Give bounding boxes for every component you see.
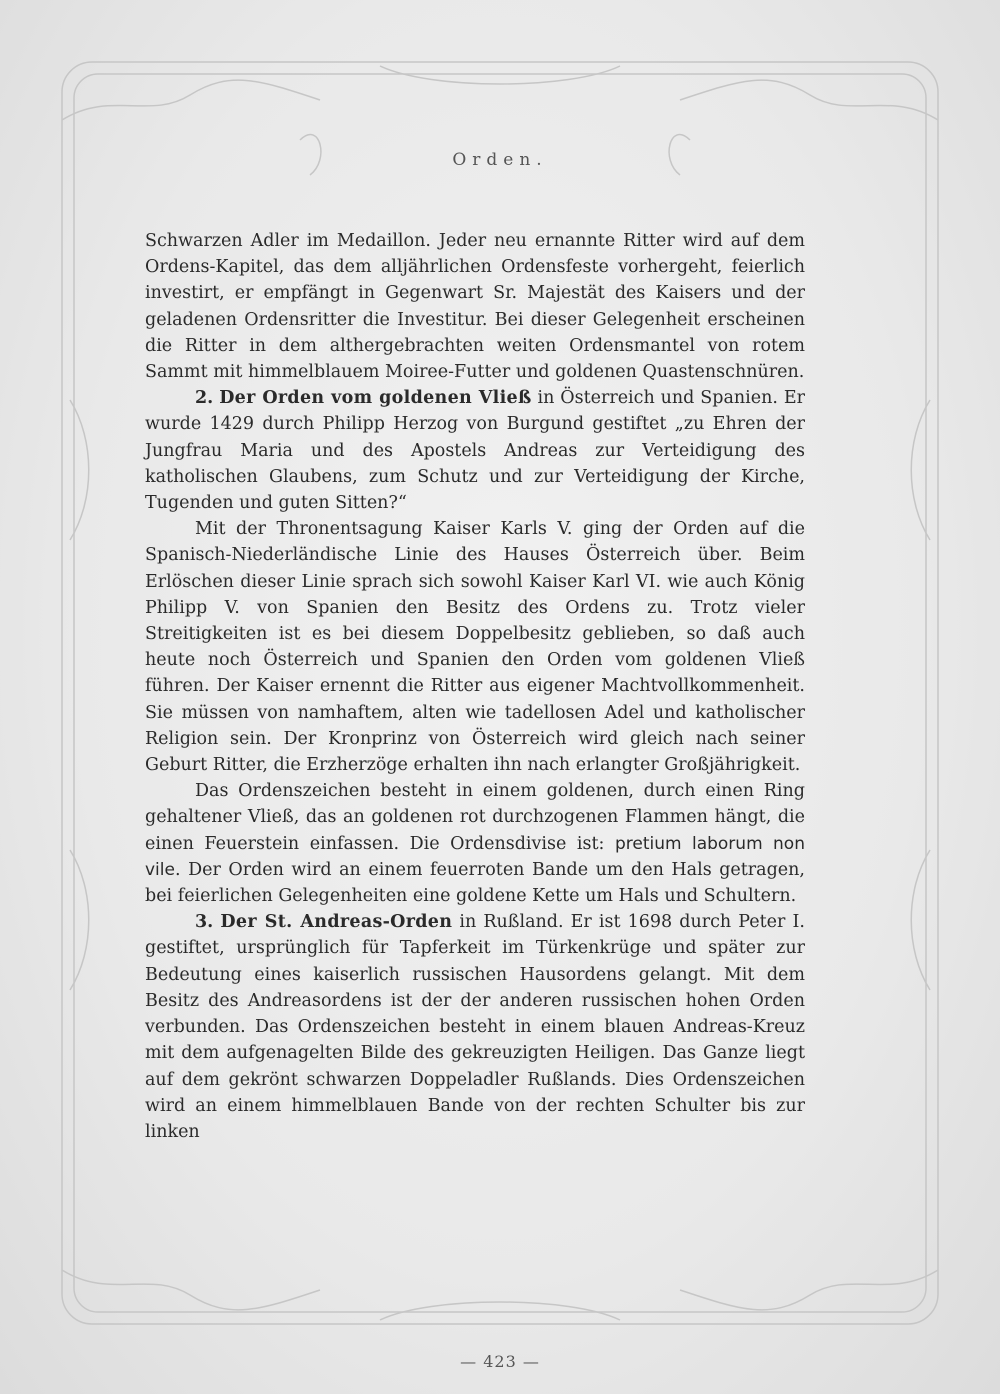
ordenszeichen-text-1: Das Ordenszeichen besteht in einem goldenen, durch einen Ring gehaltener Vließ, das an goldenen rot durchzogenen Flammen hängt, die einen Feuerstein einfassen. Die Ordensdivise ist: — [145, 781, 805, 854]
section-2-text: in Österreich und Spanien. Er wurde 1429 durch Philipp Herzog von Burgund gestiftet „zu Ehren der Jungfrau Maria und des Apostels Andreas zur Verteidigung des katholischen Glaubens, zum Schutz und zur Verteidigung der Kirche, Tugenden und guten Sitten?“ — [145, 388, 805, 514]
section-2-number: 2. — [195, 388, 214, 409]
paragraph-ordenszeichen — [145, 778, 805, 909]
ordenszeichen-text-2: . Der Orden wird an einem feuerroten Bande um den Hals getragen, bei feierlichen Gelegenheiten eine goldene Kette um Hals und Schultern. — [145, 859, 805, 907]
section-3-number: 3. — [195, 912, 214, 933]
paragraph-thronentsagung: Mit der Thronentsagung Kaiser Karls V. ging der Orden auf die Spanisch-Niederländische Linie des Hauses Österreich über. Beim Erlöschen dieser Linie sprach sich sowohl Kaiser Karl VI. wie auch König Philipp V. von Spanien den Besitz des Ordens zu. Trotz vieler Streitigkeiten ist es bei diesem Doppelbesitz geblieben, so daß auch heute noch Österreich und Spanien den Orden vom goldenen Vließ führen. Der Kaiser ernennt die Ritter aus eigener Machtvollkommenheit. Sie müssen von namhaftem, alten wie tadellosen Adel und katholischer Religion sein. Der Kronprinz von Österreich wird gleich nach seiner Geburt Ritter, die Erzherzöge erhalten ihn nach erlangter Großjährigkeit. — [145, 519, 805, 776]
section-3-heading: Der St. Andreas-Orden — [220, 912, 453, 933]
order-motto: pretium laborum non vile — [145, 833, 805, 880]
section-2-paragraph — [145, 385, 805, 516]
paragraph-continuation: Schwarzen Adler im Medaillon. Jeder neu ernannte Ritter wird auf dem Ordens-Kapitel, das dem alljährlichen Ordensfeste vorhergeht, feierlich investirt, er empfängt in Gegenwart Sr. Majestät des Kaisers und der geladenen Ordensritter die Investitur. Bei dieser Gelegenheit erscheinen die Ritter in dem althergebrachten weiten Ordensmantel von rotem Sammt mit himmelblauem Moiree-Futter und goldenen Quastenschnüren. — [145, 231, 805, 383]
section-2-heading: Der Orden vom goldenen Vließ — [219, 388, 532, 409]
body-text — [145, 228, 805, 1145]
page-number: — 423 — — [460, 1352, 540, 1371]
running-title: Orden. — [452, 150, 548, 170]
section-3-paragraph — [145, 909, 805, 1145]
section-3-text: in Rußland. Er ist 1698 durch Peter I. gestiftet, ursprünglich für Tapferkeit im Türkenkrüge und später zur Bedeutung eines kaiserlich russischen Hausordens gelangt. Mit dem Besitz des Andreasordens ist der der anderen russischen hohen Orden verbunden. Das Ordenszeichen besteht in einem blauen Andreas-Kreuz mit dem aufgenagelten Bilde des gekreuzigten Heiligen. Das Ganze liegt auf dem gekrönt schwarzen Doppeladler Rußlands. Dies Ordenszeichen wird an einem himmelblauen Bande von der rechten Schulter bis zur linken — [145, 912, 805, 1142]
